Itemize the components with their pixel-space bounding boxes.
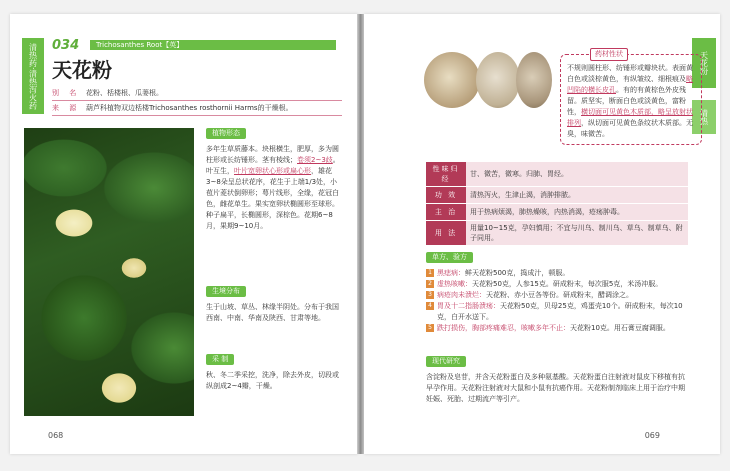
recipe-text: 天花粉50克，人参15克。研成粉末，每次服5克，米汤冲服。 <box>472 280 663 288</box>
table-value: 甘、微苦，微寒。归肺、胃经。 <box>466 162 688 187</box>
herb-slice-image-2 <box>476 52 520 108</box>
table-key: 主 治 <box>426 204 466 221</box>
properties-highlight-1: 略凹陷的横长皮孔 <box>567 75 693 94</box>
list-item <box>426 279 688 290</box>
table-value: 用于热病烦渴，肺热燥咳，内热消渴，疮疡肿毒。 <box>466 204 688 221</box>
right-side-tab-1: 天花粉 <box>692 38 716 88</box>
list-item <box>426 301 688 323</box>
table-key: 功 效 <box>426 187 466 204</box>
morphology-text <box>206 144 344 232</box>
recipe-number: 3 <box>426 291 434 299</box>
section-tag-harvest: 采 制 <box>206 354 234 365</box>
recipe-number: 2 <box>426 280 434 288</box>
source-row <box>52 101 342 116</box>
page-number-left: 068 <box>48 431 64 440</box>
properties-tag: 药材性状 <box>590 48 628 61</box>
recipe-name: 病疮肉未溃烂： <box>437 291 486 299</box>
section-tag-modern: 现代研究 <box>426 356 466 367</box>
source-label: 来 源 <box>52 104 81 112</box>
right-page <box>364 14 720 454</box>
modern-research-text: 含淀粉及皂苷，并含天花粉蛋白及多种氨基酸。天花粉蛋白注射液对鼠皮下移植有抗早孕作用。天花粉注射液对大鼠和小鼠有抗癌作用。天花粉制剂临床上用于治疗中期妊娠、死胎、过期流产等引产。 <box>426 373 685 403</box>
harvest-text: 秋、冬二季采挖，洗净，除去外皮，切段或纵剖成2~4瓣，干燥。 <box>206 371 339 390</box>
properties-text-c: ，纵切面可见黄色条纹状木质部。无臭，味微苦。 <box>567 119 693 138</box>
left-side-tab: 清热药·清热泻火药 <box>22 38 44 114</box>
book-gutter <box>357 14 364 454</box>
recipe-number: 4 <box>426 302 434 310</box>
morphology-highlight-2: 叶片宽卵状心形或扁心形 <box>234 167 311 175</box>
list-item <box>426 268 688 279</box>
entry-number: 034 <box>52 38 80 53</box>
aliases-value: 花粉、栝楼根、瓜蒌根。 <box>86 89 163 97</box>
right-side-tab-2: 清热 <box>692 100 716 134</box>
plant-photo <box>24 128 194 416</box>
properties-text-a: 不规则圆柱形、纺锤形或瓣块状。表面黄白色或淡棕黄色，有纵皱纹、细根痕及 <box>567 64 693 83</box>
section-tag-morphology: 植物形态 <box>206 128 246 139</box>
meta-block <box>52 86 342 116</box>
herb-slice-image-3 <box>516 52 552 108</box>
table-key: 性味归经 <box>426 162 466 187</box>
morphology-highlight-1: 卷须2~3歧 <box>297 156 333 164</box>
recipe-name: 虚热咳嗽： <box>437 280 472 288</box>
section-tag-recipes: 单方、验方 <box>426 252 473 263</box>
table-row <box>426 204 688 221</box>
properties-text-b: 。有的有黄棕色外皮残留。质坚实，断面白色或淡黄色，富粉性， <box>567 86 686 116</box>
table-row <box>426 221 688 246</box>
property-table <box>426 162 688 246</box>
morphology-text-c: ，雄花3~8朵呈总状花序，花生于上端1/3处，小苞片菱状倒卵形；萼片线形，全缘，花冠白色，雌花单生。果实宽卵状椭圆形至球形。种子扁平，长椭圆形，深棕色。花期6~8月，果期9~10月。 <box>206 167 339 230</box>
recipe-number: 5 <box>426 324 434 332</box>
recipe-name: 黑痣病： <box>437 269 465 277</box>
recipe-name: 胃及十二指肠溃疡： <box>437 302 500 310</box>
source-value: 葫芦科植物双边栝楼Trichosanthes rosthornii Harms的干燥根。 <box>86 104 293 112</box>
latin-name-bar: Trichosanthes Root【英】 <box>90 40 336 50</box>
recipe-text: 天花粉10克。用石膏豆腐调服。 <box>570 324 670 332</box>
properties-box <box>560 54 702 145</box>
recipe-text: 天花粉50克，贝母25克，鸡蛋壳10个。研成粉末，每次10克，白开水送下。 <box>437 302 683 321</box>
recipe-text: 天花粉、赤小豆各等份。研成粉末，醋调涂之。 <box>486 291 633 299</box>
table-value: 用量10~15克，孕妇慎用；不宜与川乌、制川乌、草乌、制草乌、附子同用。 <box>466 221 688 246</box>
herb-slice-image-1 <box>424 52 480 108</box>
aliases-label: 别 名 <box>52 89 81 97</box>
page-number-right: 069 <box>644 431 660 440</box>
properties-highlight-2: 横切面可见黄色木质部，略呈放射状排列 <box>567 108 693 127</box>
recipe-name: 跌打损伤，胸部疼痛难忍，咳嗽多年不止： <box>437 324 570 332</box>
recipes-list <box>426 268 688 334</box>
table-row <box>426 162 688 187</box>
table-key: 用 法 <box>426 221 466 246</box>
table-value: 清热泻火，生津止渴，消肿排脓。 <box>466 187 688 204</box>
recipe-number: 1 <box>426 269 434 277</box>
morphology-text-a: 多年生草质藤本。块根横生，肥厚，多为圆柱形或长纺锤形。茎有棱线； <box>206 145 339 164</box>
morphology-text-b: 。叶互生， <box>206 156 340 175</box>
habitat-text: 生于山坡、草丛、林缘半阴处。分布于我国西南、中南、华南及陕西、甘肃等地。 <box>206 303 339 322</box>
recipe-text: 鲜天花粉500克，捣成汁，顿服。 <box>465 269 570 277</box>
aliases-row <box>52 86 342 101</box>
page-title: 天花粉 <box>52 58 112 82</box>
list-item <box>426 323 688 334</box>
left-page <box>10 14 358 454</box>
list-item <box>426 290 688 301</box>
table-row <box>426 187 688 204</box>
section-tag-habitat: 生境分布 <box>206 286 246 297</box>
